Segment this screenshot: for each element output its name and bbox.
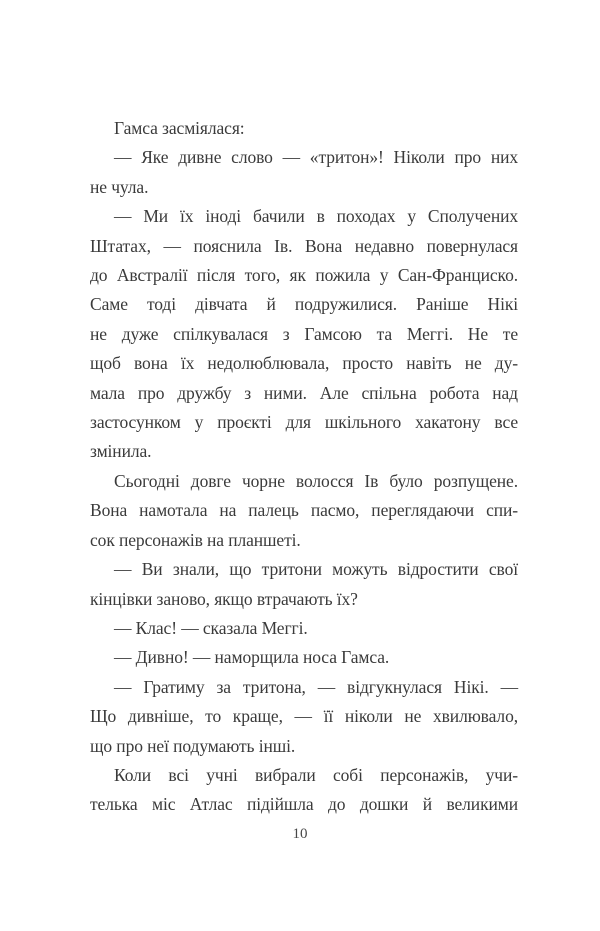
text-line: — Дивно! — наморщила носа Гамса. xyxy=(114,647,390,668)
paragraph xyxy=(90,761,518,820)
text-line: — Гратиму за тритона, — відгукнулася Нікі. — xyxy=(114,676,518,697)
text-line: Коли всі учні вибрали собі персонажів, учи- xyxy=(114,764,518,785)
text-line: до Австралії після того, як пожила у Сан-Франциско. xyxy=(90,265,518,286)
text-line: не дуже спілкувалася з Гамсою та Меггі. Не те xyxy=(90,323,518,344)
text-line: кінцівки заново, якщо втрачають їх? xyxy=(90,588,358,609)
paragraph xyxy=(90,643,518,672)
text-line: застосунком у проєкті для шкільного хакатону все xyxy=(90,412,518,433)
text-line: — Ви знали, що тритони можуть відростити свої xyxy=(114,559,518,580)
text-line: Що дивніше, то краще, — її ніколи не хвилювало, xyxy=(90,706,518,727)
text-line: телька міс Атлас підійшла до дошки й великими xyxy=(90,794,518,815)
text-line: Сьогодні довге чорне волосся Ів було розпущене. xyxy=(114,470,518,491)
paragraph xyxy=(90,673,518,761)
text-line: сок персонажів на планшеті. xyxy=(90,529,301,550)
paragraph xyxy=(90,114,518,143)
text-line: мала про дружбу з ними. Але спільна робота над xyxy=(90,382,518,403)
paragraph xyxy=(90,202,518,467)
page-number: 10 xyxy=(292,826,308,842)
text-line: — Клас! — сказала Меггі. xyxy=(114,617,308,638)
text-line: змінила. xyxy=(90,441,152,462)
text-line: — Ми їх іноді бачили в походах у Сполучених xyxy=(114,206,518,227)
paragraph xyxy=(90,143,518,202)
text-line: Саме тоді дівчата й подружилися. Раніше Нікі xyxy=(90,294,518,315)
paragraph xyxy=(90,555,518,614)
text-line: Штатах, — пояснила Ів. Вона недавно повернулася xyxy=(90,235,518,256)
page-text xyxy=(90,114,518,820)
text-line: Гамса засміялася: xyxy=(114,118,245,138)
text-line: не чула. xyxy=(90,176,149,197)
text-line: — Яке дивне слово — «тритон»! Ніколи про них xyxy=(114,147,518,168)
text-line: щоб вона їх недолюблювала, просто навіть не ду- xyxy=(90,353,518,374)
text-line: Вона намотала на палець пасмо, переглядаючи спи- xyxy=(90,500,518,521)
paragraph xyxy=(90,467,518,555)
text-line: що про неї подумають інші. xyxy=(90,735,296,756)
paragraph xyxy=(90,614,518,643)
